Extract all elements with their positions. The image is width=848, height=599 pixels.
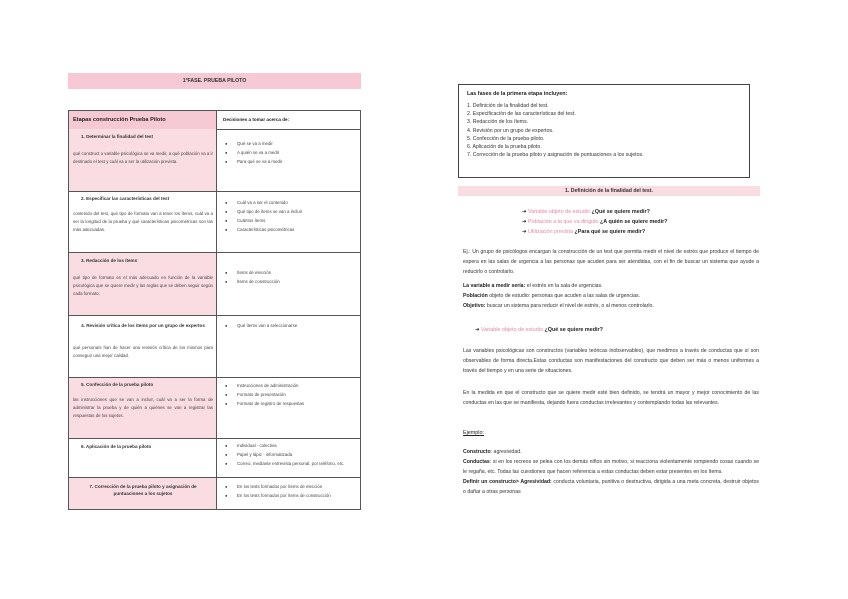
- list-item: ● Ítems de construcción: [225, 277, 352, 286]
- list-item: ● En los tests formados por ítems de elección: [225, 483, 352, 490]
- value: : si en los recreos se pelea con los demás niños sin motivo, si reacciona violentamente rompiendo cosas cuando se le regaña, etc. Todas las cuestiones que hacen referencia a estas conductas deben estar presentes en los ítems.: [463, 459, 759, 475]
- step-title: 1. Determinar la finalidad del test: [81, 134, 153, 139]
- label: La variable a medir sería:: [463, 283, 526, 289]
- list-item: ● En los tests formados por ítems de construcción: [225, 492, 352, 499]
- example-intro: Ej.: Un grupo de psicólogos encargan la construcción de un test que permita medir el nivel de estrés que produce el tiempo de espera en las salas de urgencia a las personas que acuden para ser atendidas, con el fin de buscar un sistema que ayude a reducirlo o controlarlo.: [463, 249, 759, 275]
- example-details: [463, 281, 759, 311]
- question-topic: Variable objeto de estudio: [481, 327, 543, 333]
- value: objeto de estudio: personas que acuden a las salas de urgencias.: [487, 293, 641, 299]
- question-line: [522, 227, 667, 237]
- example-construct: [463, 447, 759, 497]
- list-item: ● Individual - colectiva: [225, 442, 352, 449]
- label: Conductas: [463, 459, 490, 465]
- list-item: ● Características psicométricas: [225, 225, 352, 234]
- arrow-icon: ➔: [522, 219, 527, 225]
- list-item: ● Correo, mediante entrevista personal, por teléfono, etc.: [225, 460, 352, 467]
- list-item: 3. Redacción de los ítems.: [467, 119, 529, 126]
- step-title: 6. Aplicación de la prueba piloto: [81, 444, 152, 449]
- header-decisions: Decisiones a tomar acerca de:: [223, 117, 290, 122]
- question-topic: Población a la que va dirigido: [528, 219, 599, 225]
- list-item: 6. Aplicación de la prueba piloto.: [467, 144, 542, 151]
- table-row: [69, 478, 360, 509]
- value: buscar un sistema para reducir el nivel de estrés, o al menos controlarlo.: [485, 303, 654, 309]
- list-item: ● Qué ítems van a seleccionarse: [225, 321, 352, 330]
- question-line: [475, 325, 603, 335]
- list-item: ● Qué se va a medir: [225, 139, 352, 148]
- step-description: qué persona/s han de hacer una revisión crítica de los mismos para conseguir una mejor calidad.: [73, 345, 213, 358]
- question-text: ¿Qué se quiere medir?: [542, 327, 603, 333]
- value: conducta voluntaria, punitiva o destructiva, dirigida a una meta concreta, destruir objetos o dañar a otras personas: [463, 479, 760, 495]
- question-text: ¿Qué se quiere medir?: [589, 209, 650, 215]
- list-item: ● Papel y lápiz - informatizada: [225, 451, 352, 458]
- paragraph-constructs: Las variables psicológicas son constructos (variables teóricas inobservables), que medimos a través de conductas que sí son observables de forma directa.Estas conductas son manifestaciones del constructo que deben ser más o menos uniformes a través del tiempo y en una serie de situaciones.: [463, 348, 759, 374]
- list-item: ● A quién se va a medir: [225, 148, 352, 157]
- example-label: Ejemplo:: [463, 430, 484, 436]
- step-title: 7. Corrección de la prueba piloto y asignación de puntuaciones a los sujetos: [89, 484, 197, 496]
- questions-list: [522, 207, 667, 237]
- list-item: ● Formato de presentación: [225, 390, 352, 399]
- list-item: ● Formato de registro de respuestas: [225, 399, 352, 408]
- list-item: ● Para qué se va a medir: [225, 157, 352, 166]
- question-topic: Utilización prevista: [528, 229, 573, 235]
- question-text: ¿A quién se quiere medir?: [598, 219, 668, 225]
- list-item: 5. Confección de la prueba piloto.: [467, 135, 545, 142]
- paragraph-definition: En la medida en que el constructo que se quiere medir esté bien definido, se tendrá un mayor y mejor conocimiento de las conductas en las que se manifiesta, dejando fuera conductas irrelevantes y contemplando todas las relevantes.: [463, 390, 759, 406]
- step-description: contenido del test, qué tipo de formato van a tener los ítems, cuál va a ser la longitud de la prueba y qué características psicométricas son las más adecuadas.: [73, 211, 213, 232]
- list-item: ● Cuántos ítems: [225, 216, 352, 225]
- header-steps: Etapas construcción Prueba Piloto: [69, 111, 217, 129]
- step-description: las instrucciones que se van a incluir, cuál va a ser la forma de administrar la prueba y de quién a quiénes se van a registrar las respuestas de los sujetos.: [73, 397, 213, 418]
- step-description: qué tipo de formato es el más adecuado en función de la variable psicológica que se quiere medir y las reglas que se deben seguir según cada formato.: [73, 275, 213, 296]
- label: Población: [463, 293, 488, 299]
- box-title: Las fases de la primera etapa incluyen:: [467, 91, 568, 97]
- step-title: 3. Redacción de los ítems: [81, 258, 138, 263]
- list-item: 4. Revisión por un grupo de expertos.: [467, 127, 554, 134]
- step-description: qué construct o variable psicológica se va medir, a qué población va a ir destinado el test y cuál va a ser la utilización prevista.: [73, 151, 213, 164]
- table-row: [69, 253, 360, 316]
- phase-title: 1ªFASE. PRUEBA PILOTO: [68, 73, 361, 89]
- list-item: ● Cuál va a ser el contenido: [225, 198, 352, 207]
- list-item: ● Ítems de elección: [225, 268, 352, 277]
- question-text: ¿Para qué se quiere medir?: [572, 229, 646, 235]
- label: Constructo: [463, 449, 491, 455]
- question-topic: Variable objeto de estudio: [528, 209, 590, 215]
- arrow-icon: ➔: [522, 209, 527, 215]
- list-item: 1. Definición de la finalidad del test.: [467, 103, 549, 109]
- table-header: [69, 111, 360, 130]
- question-line: [522, 207, 667, 217]
- section-title: 1. Definición de la finalidad del test.: [458, 186, 760, 196]
- table-row: [69, 316, 360, 378]
- list-item: 2. Especificación de las características del test.: [467, 111, 576, 118]
- arrow-icon: ➔: [475, 327, 480, 333]
- step-title: 5. Confección de la prueba piloto: [81, 382, 154, 387]
- arrow-icon: ➔: [522, 229, 527, 235]
- step-title: 2. Especificar las características del test: [81, 196, 170, 201]
- list-item: ● Instrucciones de administración: [225, 381, 352, 390]
- phases-summary-box: [458, 84, 750, 178]
- step-title: 4. Revisión crítica de los ítems por un grupo de expertos: [81, 323, 205, 328]
- pilot-test-table: [68, 110, 361, 510]
- question-line: [522, 217, 667, 227]
- table-row: [69, 192, 360, 253]
- list-item: 7. Corrección de la prueba piloto y asignación de puntuaciones a los sujetos.: [467, 152, 644, 159]
- table-row: [69, 378, 360, 439]
- value: : agresividad.: [490, 449, 522, 455]
- label: Definir un constructo> Agresividad:: [463, 479, 552, 485]
- value: el estrés en la sala de urgencias.: [525, 283, 603, 289]
- table-row: [69, 129, 360, 192]
- table-row: [69, 439, 360, 478]
- label: Objetivo:: [463, 303, 486, 309]
- list-item: ● Qué tipo de ítems se van a incluir: [225, 207, 352, 216]
